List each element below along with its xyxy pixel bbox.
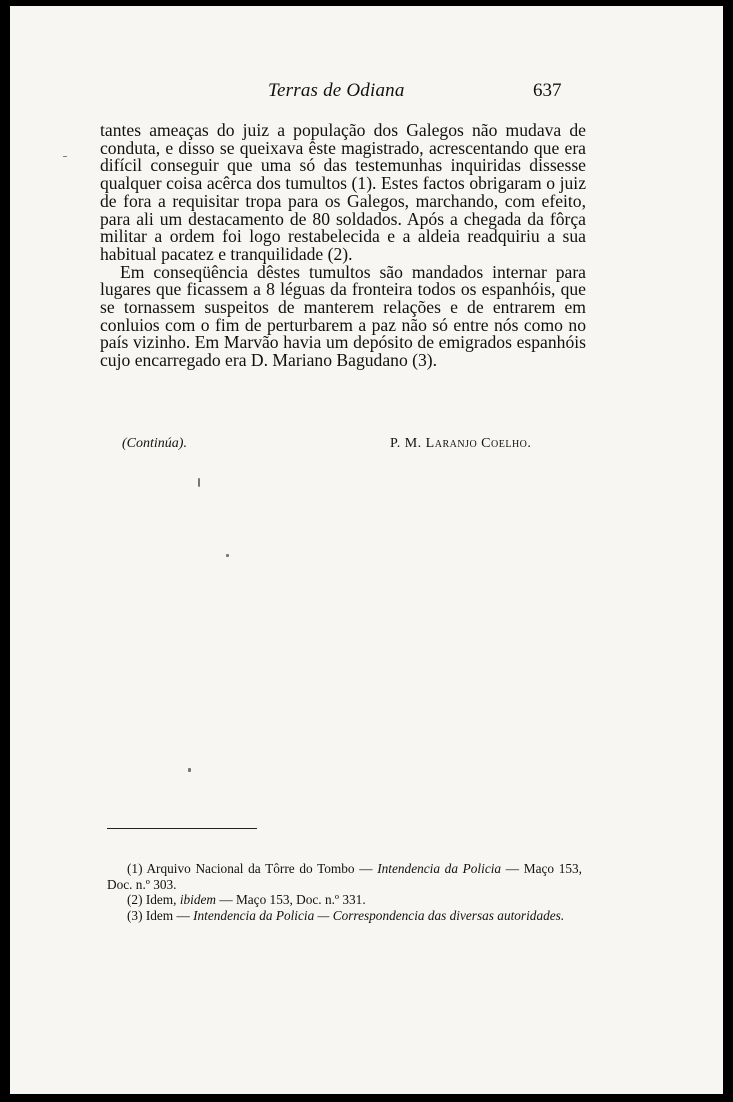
footnote-1 bbox=[107, 861, 582, 892]
scan-speck bbox=[198, 478, 200, 487]
scan-speck bbox=[188, 768, 191, 772]
author-signature: P. M. Laranjo Coelho. bbox=[390, 436, 532, 451]
footnote-1-title: Intendencia da Policia bbox=[377, 861, 502, 876]
footnotes bbox=[107, 861, 582, 923]
scan-speck bbox=[226, 554, 229, 557]
continued-note: (Continúa). bbox=[122, 436, 187, 451]
footnote-2-title: ibidem bbox=[179, 892, 217, 908]
running-title: Terras de Odiana bbox=[268, 80, 405, 101]
footnote-divider bbox=[107, 828, 257, 829]
paragraph-1: tantes ameaças do juiz a população dos Galegos não mudava de conduta, e disso se queixava êste magistrado, acrescentando que era difícil conseguir que uma só das testemunhas inquiridas dissesse qualquer coisa acêrca dos tumultos (1). Estes factos obrigaram o juiz de fora a requisitar tropa para os Galegos, marchando, com efeito, para ali um destacamento de 80 soldados. Após a chegada da fôrça militar a ordem foi logo restabelecida e a aldeia readquiriu a sua habitual pacatez e tranquilidade (2). bbox=[100, 120, 586, 264]
paragraph-2: Em conseqüência dêstes tumultos são mandados internar para lugares que ficassem a 8 léguas da fronteira todos os espanhóis, que se tornassem suspeitos de manterem relações e de entrarem em conluios com o fim de perturbarem a paz não só entre nós como no país vizinho. Em Marvão havia um depósito de emigrados espanhóis cujo encarregado era D. Mariano Bagudano (3). bbox=[100, 261, 586, 371]
footnote-3 bbox=[107, 908, 582, 924]
body-text bbox=[100, 122, 586, 370]
footnote-3-title: Intendencia da Policia — Correspondencia das diversas autoridades. bbox=[193, 907, 565, 923]
signature-row bbox=[122, 436, 582, 458]
footnote-1-ref: — Maço 153, Doc. n.º 303. bbox=[107, 861, 582, 892]
scan-speck bbox=[63, 156, 67, 157]
page-sheet bbox=[10, 6, 723, 1094]
footnote-2-source: (2) Idem, bbox=[127, 892, 180, 908]
footnote-3-source: (3) Idem — bbox=[127, 907, 194, 923]
footnote-1-source: (1) Arquivo Nacional da Tôrre do Tombo — bbox=[127, 861, 378, 876]
footnote-2-ref: — Maço 153, Doc. n.º 331. bbox=[216, 892, 366, 908]
footnote-2 bbox=[107, 892, 582, 908]
running-head bbox=[10, 76, 723, 106]
page-number: 637 bbox=[533, 80, 562, 101]
